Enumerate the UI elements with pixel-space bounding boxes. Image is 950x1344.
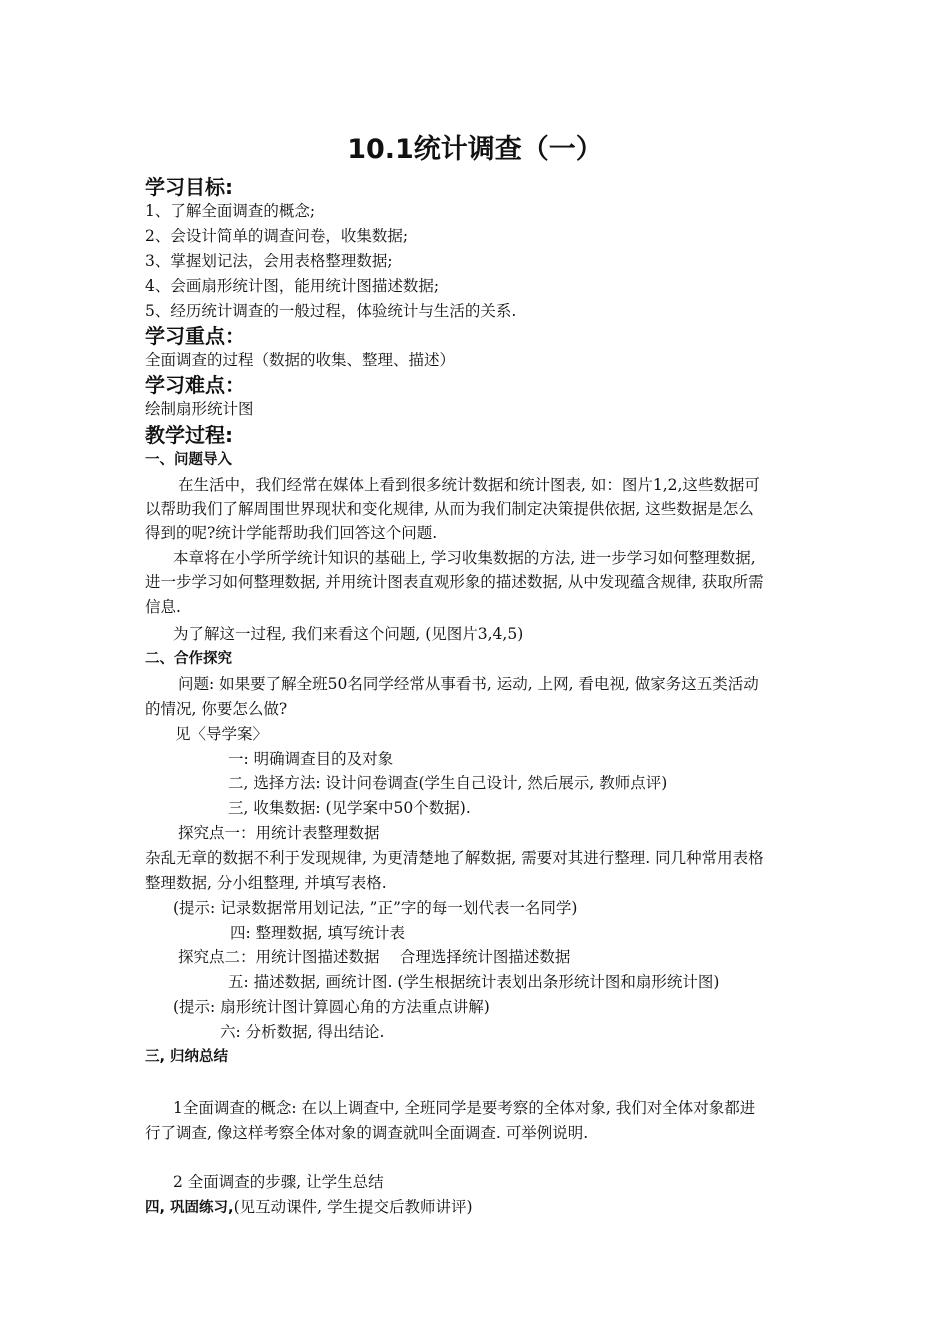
explore-reference: 见〈导学案〉 [175, 725, 269, 743]
explore-step: 二, 选择方法: 设计问卷调查(学生自己设计, 然后展示, 教师点评) [228, 774, 668, 792]
intro-paragraph-line: 信息. [145, 598, 181, 616]
explore-tip: (提示: 扇形统计图计算圆心角的方法重点讲解) [173, 998, 490, 1016]
section-heading-practice: 四, 巩固练习, [145, 1200, 234, 1216]
intro-paragraph-line: 得到的呢?统计学能帮助我们回答这个问题. [145, 524, 438, 542]
explore-step: 三, 收集数据: (见学案中50个数据). [228, 799, 471, 817]
explore-step: 一: 明确调查目的及对象 [228, 750, 394, 768]
practice-text: (见互动课件, 学生提交后教师讲评) [233, 1198, 473, 1216]
objective-item: 4、会画扇形统计图，能用统计图描述数据; [145, 277, 440, 295]
section-heading-explore: 二、合作探究 [145, 651, 232, 667]
explore-point-one-line: 杂乱无章的数据不利于发现规律, 为更清楚地了解数据, 需要对其进行整理. 同几种常用表格 [145, 849, 764, 867]
objectives-heading: 学习目标: [145, 175, 233, 199]
document-title: 10.1统计调查（一） [347, 134, 603, 165]
explore-question-line: 的情况, 你要怎么做? [145, 700, 288, 718]
summary-paragraph-line: 行了调查, 像这样考察全体对象的调查就叫全面调查. 可举例说明. [145, 1124, 589, 1142]
intro-paragraph-line: 进一步学习如何整理数据, 并用统计图表直观形象的描述数据, 从中发现蕴含规律, 获取所需 [145, 573, 764, 591]
explore-step: 五: 描述数据, 画统计图. (学生根据统计表划出条形统计图和扇形统计图) [228, 973, 720, 991]
explore-tip: (提示: 记录数据常用划记法, ”正”字的每一划代表一名同学) [173, 899, 578, 917]
intro-paragraph-line: 在生活中，我们经常在媒体上看到很多统计数据和统计图表, 如：图片1,2,这些数据可 [178, 476, 760, 494]
explore-question-line: 问题: 如果要了解全班50名同学经常从事看书, 运动, 上网, 看电视, 做家务这五类活动 [178, 675, 759, 693]
objective-item: 1、了解全面调查的概念; [145, 202, 316, 220]
intro-paragraph-line: 本章将在小学所学统计知识的基础上, 学习收集数据的方法, 进一步学习如何整理数据, [173, 549, 756, 567]
explore-point-one-line: 整理数据, 分小组整理, 并填写表格. [145, 874, 387, 892]
summary-paragraph-line: 2 全面调查的步骤, 让学生总结 [173, 1173, 384, 1191]
intro-paragraph-line: 为了解这一过程, 我们来看这个问题, (见图片3,4,5) [173, 625, 524, 643]
key-point-heading: 学习重点： [145, 324, 245, 348]
process-heading: 教学过程: [145, 423, 233, 447]
intro-paragraph-line: 以帮助我们了解周围世界现状和变化规律, 从而为我们制定决策提供依据, 这些数据是怎么 [145, 500, 754, 518]
section-heading-intro: 一、问题导入 [145, 452, 232, 468]
objective-item: 3、掌握划记法，会用表格整理数据; [145, 252, 393, 270]
explore-point-one: 探究点一：用统计表整理数据 [178, 824, 380, 842]
difficulty-heading: 学习难点： [145, 373, 245, 397]
objective-item: 5、经历统计调查的一般过程，体验统计与生活的关系. [145, 302, 517, 320]
objective-item: 2、会设计简单的调查问卷，收集数据; [145, 227, 409, 245]
explore-point-two: 探究点二：用统计图描述数据 合理选择统计图描述数据 [178, 948, 571, 966]
summary-paragraph-line: 1全面调查的概念: 在以上调查中, 全班同学是要考察的全体对象, 我们对全体对象都进 [173, 1099, 756, 1117]
practice-line [145, 1195, 815, 1220]
key-point-text: 全面调查的过程（数据的收集、整理、描述） [145, 351, 456, 369]
difficulty-text: 绘制扇形统计图 [145, 400, 254, 418]
section-heading-summary: 三, 归纳总结 [145, 1049, 229, 1065]
explore-step: 六: 分析数据, 得出结论. [220, 1023, 385, 1041]
explore-step: 四: 整理数据, 填写统计表 [230, 924, 406, 942]
